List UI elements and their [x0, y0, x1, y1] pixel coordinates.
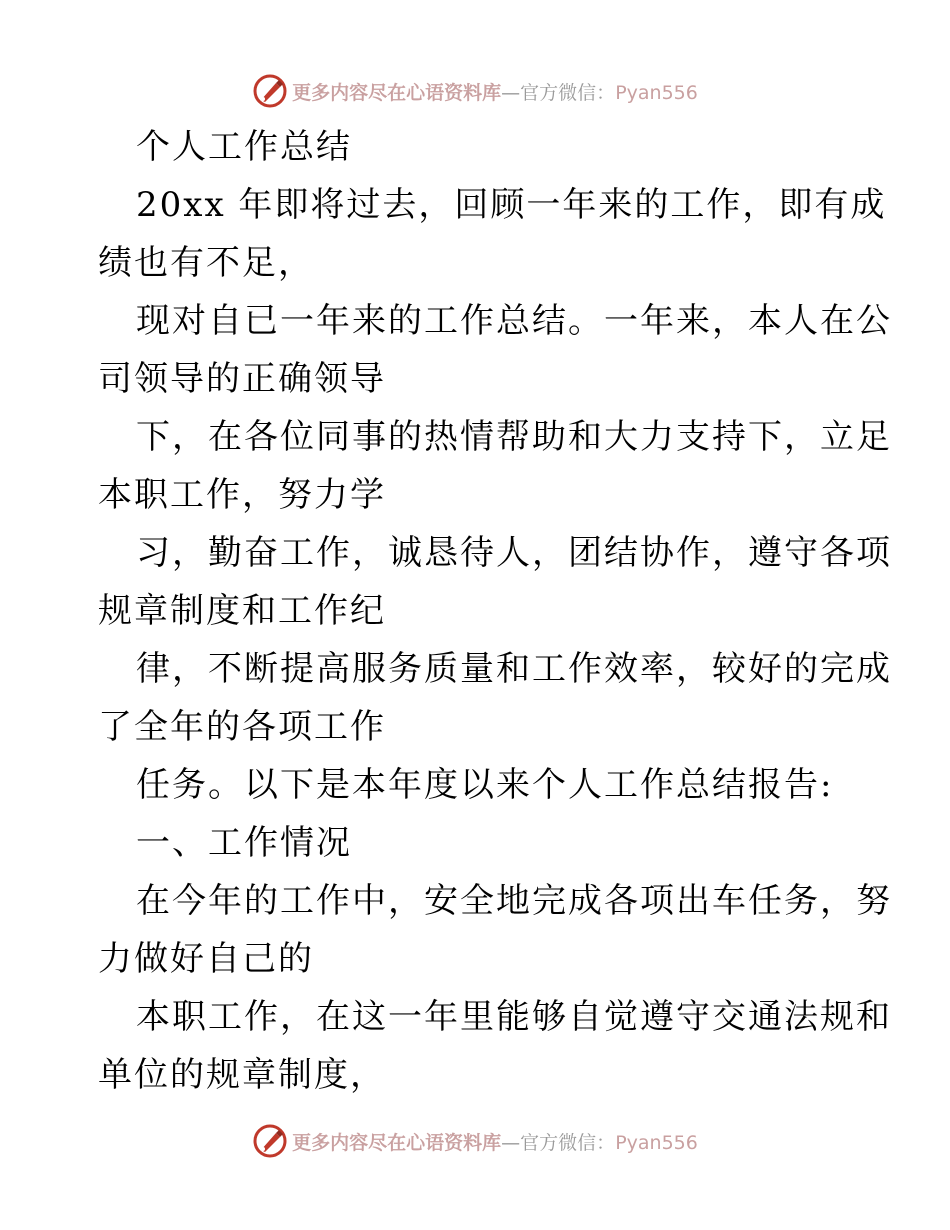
section-heading: 一、工作情况 — [136, 823, 352, 863]
banner-wechat-label: 官方微信： — [520, 1131, 616, 1154]
pen-seal-icon — [252, 73, 288, 109]
paragraph-line: 力做好自己的 — [98, 939, 314, 979]
banner-site-text: 更多内容尽在心语资料库 — [292, 81, 502, 104]
paragraph-line: 绩也有不足， — [98, 243, 314, 283]
banner-wechat-label: 官方微信： — [520, 81, 616, 104]
paragraph-line: 任务。以下是本年度以来个人工作总结报告: — [136, 765, 834, 805]
paragraph-line: 习，勤奋工作，诚恳待人，团结协作，遵守各项 — [136, 533, 892, 573]
paragraph-line: 20xx 年即将过去，回顾一年来的工作，即有成 — [136, 185, 887, 225]
banner-wechat-id: Pyan556 — [615, 1131, 698, 1154]
footer-banner — [0, 1121, 950, 1161]
paragraph-line: 律，不断提高服务质量和工作效率，较好的完成 — [136, 649, 892, 689]
document-title: 个人工作总结 — [136, 127, 352, 167]
banner-text — [292, 78, 698, 105]
paragraph-line: 司领导的正确领导 — [98, 359, 386, 399]
banner-separator: — — [501, 81, 521, 104]
banner-text — [292, 1128, 698, 1155]
banner-site-text: 更多内容尽在心语资料库 — [292, 1131, 502, 1154]
banner-wechat-id: Pyan556 — [615, 81, 698, 104]
paragraph-line: 本职工作，努力学 — [98, 475, 386, 515]
paragraph-line: 规章制度和工作纪 — [98, 591, 386, 631]
paragraph-line: 单位的规章制度， — [98, 1055, 386, 1095]
paragraph-line: 本职工作，在这一年里能够自觉遵守交通法规和 — [136, 997, 892, 1037]
header-banner — [0, 71, 950, 111]
banner-separator: — — [501, 1131, 521, 1154]
paragraph-line: 了全年的各项工作 — [98, 707, 386, 747]
pen-seal-icon — [252, 1123, 288, 1159]
paragraph-line: 在今年的工作中，安全地完成各项出车任务，努 — [136, 881, 892, 921]
paragraph-line: 下，在各位同事的热情帮助和大力支持下，立足 — [136, 417, 892, 457]
paragraph-line: 现对自已一年来的工作总结。一年来，本人在公 — [136, 301, 892, 341]
